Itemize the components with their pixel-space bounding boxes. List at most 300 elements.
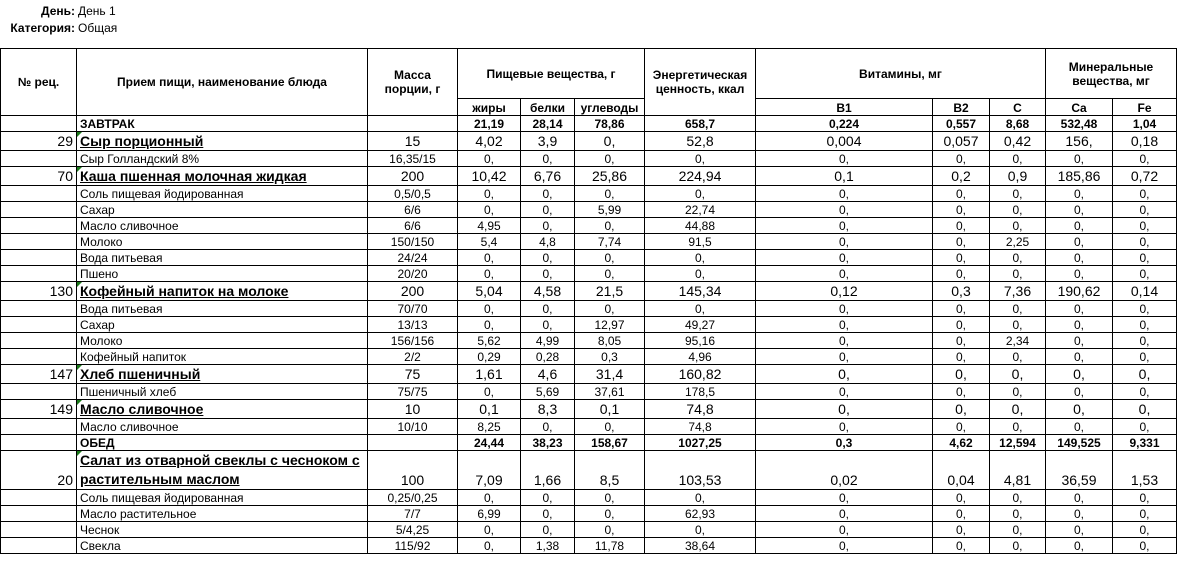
- cell-protein[interactable]: 0,: [521, 301, 575, 317]
- cell-b2[interactable]: 0,: [933, 266, 990, 282]
- cell-fe[interactable]: 0,: [1113, 151, 1177, 167]
- cell-b1[interactable]: 0,3: [756, 435, 933, 451]
- cell-energy[interactable]: 0,: [645, 250, 756, 266]
- cell-carbs[interactable]: 0,1: [575, 400, 645, 419]
- cell-b1[interactable]: 0,: [756, 234, 933, 250]
- cell-fat[interactable]: 5,04: [458, 282, 521, 301]
- cell-name[interactable]: Кофейный напиток: [77, 349, 368, 365]
- cell-c[interactable]: 0,: [990, 384, 1046, 400]
- cell-fe[interactable]: 9,331: [1113, 435, 1177, 451]
- cell-rec[interactable]: [1, 317, 77, 333]
- cell-mass[interactable]: 156/156: [368, 333, 458, 349]
- cell-ca[interactable]: 0,: [1046, 317, 1113, 333]
- cell-b1[interactable]: 0,: [756, 419, 933, 435]
- cell-carbs[interactable]: 0,: [575, 301, 645, 317]
- cell-fe[interactable]: 0,: [1113, 419, 1177, 435]
- cell-protein[interactable]: 1,38: [521, 538, 575, 554]
- cell-ca[interactable]: 185,86: [1046, 167, 1113, 186]
- cell-mass[interactable]: 6/6: [368, 218, 458, 234]
- cell-energy[interactable]: 0,: [645, 301, 756, 317]
- cell-rec[interactable]: [1, 116, 77, 132]
- cell-rec[interactable]: [1, 435, 77, 451]
- cell-c[interactable]: 4,81: [990, 451, 1046, 490]
- cell-fe[interactable]: 0,: [1113, 250, 1177, 266]
- cell-protein[interactable]: 0,: [521, 250, 575, 266]
- cell-carbs[interactable]: 25,86: [575, 167, 645, 186]
- cell-fe[interactable]: 0,18: [1113, 132, 1177, 151]
- cell-b2[interactable]: 0,: [933, 301, 990, 317]
- cell-mass[interactable]: 20/20: [368, 266, 458, 282]
- cell-carbs[interactable]: 21,5: [575, 282, 645, 301]
- cell-protein[interactable]: 0,: [521, 218, 575, 234]
- cell-protein[interactable]: 3,9: [521, 132, 575, 151]
- cell-energy[interactable]: 44,88: [645, 218, 756, 234]
- cell-b1[interactable]: 0,: [756, 522, 933, 538]
- cell-mass[interactable]: 70/70: [368, 301, 458, 317]
- col-protein-header[interactable]: белки: [521, 99, 575, 116]
- cell-c[interactable]: 0,: [990, 301, 1046, 317]
- cell-energy[interactable]: 0,: [645, 151, 756, 167]
- cell-energy[interactable]: 74,8: [645, 400, 756, 419]
- cell-mass[interactable]: 115/92: [368, 538, 458, 554]
- cell-name[interactable]: Чеснок: [77, 522, 368, 538]
- col-ca-header[interactable]: Ca: [1046, 99, 1113, 116]
- cell-fe[interactable]: 0,: [1113, 301, 1177, 317]
- cell-rec[interactable]: [1, 522, 77, 538]
- cell-b2[interactable]: 0,: [933, 317, 990, 333]
- cell-ca[interactable]: 0,: [1046, 218, 1113, 234]
- cell-b2[interactable]: 0,: [933, 522, 990, 538]
- cell-fat[interactable]: 0,: [458, 490, 521, 506]
- cell-name[interactable]: Сахар: [77, 202, 368, 218]
- cell-fe[interactable]: 0,: [1113, 522, 1177, 538]
- cell-b2[interactable]: 0,: [933, 538, 990, 554]
- cell-mass[interactable]: 200: [368, 167, 458, 186]
- cell-mass[interactable]: 100: [368, 451, 458, 490]
- cell-rec[interactable]: 147: [1, 365, 77, 384]
- cell-b1[interactable]: 0,02: [756, 451, 933, 490]
- cell-fat[interactable]: 5,62: [458, 333, 521, 349]
- cell-name[interactable]: ОБЕД: [77, 435, 368, 451]
- cell-ca[interactable]: 0,: [1046, 333, 1113, 349]
- cell-carbs[interactable]: 37,61: [575, 384, 645, 400]
- cell-b2[interactable]: 0,: [933, 151, 990, 167]
- cell-c[interactable]: 0,9: [990, 167, 1046, 186]
- cell-carbs[interactable]: 0,: [575, 132, 645, 151]
- cell-energy[interactable]: 0,: [645, 522, 756, 538]
- cell-energy[interactable]: 52,8: [645, 132, 756, 151]
- cell-protein[interactable]: 0,28: [521, 349, 575, 365]
- cell-b2[interactable]: 0,557: [933, 116, 990, 132]
- cell-mass[interactable]: 2/2: [368, 349, 458, 365]
- cell-energy[interactable]: 1027,25: [645, 435, 756, 451]
- cell-protein[interactable]: 5,69: [521, 384, 575, 400]
- cell-energy[interactable]: 62,93: [645, 506, 756, 522]
- cell-ca[interactable]: 0,: [1046, 538, 1113, 554]
- cell-rec[interactable]: [1, 538, 77, 554]
- cell-fat[interactable]: 0,: [458, 522, 521, 538]
- col-c-header[interactable]: C: [990, 99, 1046, 116]
- cell-carbs[interactable]: 0,: [575, 250, 645, 266]
- cell-carbs[interactable]: 8,05: [575, 333, 645, 349]
- cell-b1[interactable]: 0,: [756, 186, 933, 202]
- cell-name[interactable]: Молоко: [77, 234, 368, 250]
- cell-fat[interactable]: 0,29: [458, 349, 521, 365]
- cell-energy[interactable]: 95,16: [645, 333, 756, 349]
- cell-c[interactable]: 0,: [990, 490, 1046, 506]
- cell-fe[interactable]: 0,: [1113, 333, 1177, 349]
- cell-mass[interactable]: 6/6: [368, 202, 458, 218]
- cell-fat[interactable]: 10,42: [458, 167, 521, 186]
- cell-mass[interactable]: [368, 116, 458, 132]
- cell-mass[interactable]: 150/150: [368, 234, 458, 250]
- cell-carbs[interactable]: 0,3: [575, 349, 645, 365]
- cell-carbs[interactable]: 0,: [575, 419, 645, 435]
- cell-fe[interactable]: 0,: [1113, 349, 1177, 365]
- cell-protein[interactable]: 0,: [521, 317, 575, 333]
- cell-protein[interactable]: 4,6: [521, 365, 575, 384]
- cell-name[interactable]: Сахар: [77, 317, 368, 333]
- cell-energy[interactable]: 0,: [645, 186, 756, 202]
- col-nutrients-header[interactable]: Пищевые вещества, г: [458, 49, 645, 99]
- cell-rec[interactable]: [1, 384, 77, 400]
- cell-c[interactable]: 0,: [990, 266, 1046, 282]
- cell-rec[interactable]: [1, 186, 77, 202]
- cell-carbs[interactable]: 8,5: [575, 451, 645, 490]
- cell-carbs[interactable]: 78,86: [575, 116, 645, 132]
- cell-b1[interactable]: 0,: [756, 333, 933, 349]
- cell-fe[interactable]: 0,72: [1113, 167, 1177, 186]
- cell-c[interactable]: 0,: [990, 218, 1046, 234]
- cell-name[interactable]: Салат из отварной свеклы с чесноком с растительным маслом: [77, 451, 368, 490]
- cell-b2[interactable]: 0,057: [933, 132, 990, 151]
- cell-name[interactable]: Пшено: [77, 266, 368, 282]
- cell-carbs[interactable]: 0,: [575, 522, 645, 538]
- cell-ca[interactable]: 0,: [1046, 202, 1113, 218]
- cell-ca[interactable]: 0,: [1046, 506, 1113, 522]
- cell-c[interactable]: 0,: [990, 506, 1046, 522]
- cell-ca[interactable]: 156,: [1046, 132, 1113, 151]
- cell-mass[interactable]: 7/7: [368, 506, 458, 522]
- cell-mass[interactable]: 0,5/0,5: [368, 186, 458, 202]
- cell-name[interactable]: Каша пшенная молочная жидкая: [77, 167, 368, 186]
- cell-mass[interactable]: 10/10: [368, 419, 458, 435]
- cell-ca[interactable]: 0,: [1046, 400, 1113, 419]
- cell-ca[interactable]: 0,: [1046, 151, 1113, 167]
- cell-b2[interactable]: 0,: [933, 490, 990, 506]
- col-minerals-header[interactable]: Минеральные вещества, мг: [1046, 49, 1177, 99]
- cell-carbs[interactable]: 0,: [575, 186, 645, 202]
- cell-fe[interactable]: 0,: [1113, 384, 1177, 400]
- cell-energy[interactable]: 22,74: [645, 202, 756, 218]
- cell-b2[interactable]: 0,: [933, 400, 990, 419]
- cell-name[interactable]: Пшеничный хлеб: [77, 384, 368, 400]
- cell-protein[interactable]: 38,23: [521, 435, 575, 451]
- cell-carbs[interactable]: 7,74: [575, 234, 645, 250]
- cell-energy[interactable]: 103,53: [645, 451, 756, 490]
- cell-carbs[interactable]: 158,67: [575, 435, 645, 451]
- cell-energy[interactable]: 0,: [645, 266, 756, 282]
- cell-mass[interactable]: 75: [368, 365, 458, 384]
- col-fat-header[interactable]: жиры: [458, 99, 521, 116]
- col-vitamins-header[interactable]: Витамины, мг: [756, 49, 1046, 99]
- cell-name[interactable]: Хлеб пшеничный: [77, 365, 368, 384]
- cell-rec[interactable]: [1, 202, 77, 218]
- cell-fat[interactable]: 0,: [458, 186, 521, 202]
- cell-name[interactable]: Вода питьевая: [77, 301, 368, 317]
- col-b2-header[interactable]: B2: [933, 99, 990, 116]
- cell-b1[interactable]: 0,1: [756, 167, 933, 186]
- col-energy-header[interactable]: Энергетическая ценность, ккал: [645, 49, 756, 116]
- cell-energy[interactable]: 74,8: [645, 419, 756, 435]
- cell-c[interactable]: 12,594: [990, 435, 1046, 451]
- cell-carbs[interactable]: 11,78: [575, 538, 645, 554]
- cell-b2[interactable]: 0,: [933, 365, 990, 384]
- cell-b2[interactable]: 0,: [933, 186, 990, 202]
- cell-carbs[interactable]: 0,: [575, 151, 645, 167]
- cell-rec[interactable]: [1, 419, 77, 435]
- cell-ca[interactable]: 0,: [1046, 419, 1113, 435]
- cell-rec[interactable]: 20: [1, 451, 77, 490]
- cell-energy[interactable]: 49,27: [645, 317, 756, 333]
- cell-name[interactable]: Соль пищевая йодированная: [77, 490, 368, 506]
- cell-b2[interactable]: 0,2: [933, 167, 990, 186]
- cell-carbs[interactable]: 5,99: [575, 202, 645, 218]
- cell-ca[interactable]: 532,48: [1046, 116, 1113, 132]
- cell-fe[interactable]: 0,: [1113, 266, 1177, 282]
- cell-fe[interactable]: 1,04: [1113, 116, 1177, 132]
- cell-c[interactable]: 0,: [990, 250, 1046, 266]
- cell-mass[interactable]: 15: [368, 132, 458, 151]
- cell-c[interactable]: 2,25: [990, 234, 1046, 250]
- day-value[interactable]: День 1: [78, 4, 116, 18]
- cell-b1[interactable]: 0,: [756, 250, 933, 266]
- cell-mass[interactable]: 16,35/15: [368, 151, 458, 167]
- cell-protein[interactable]: 28,14: [521, 116, 575, 132]
- cell-fat[interactable]: 0,: [458, 202, 521, 218]
- cell-protein[interactable]: 4,58: [521, 282, 575, 301]
- cell-protein[interactable]: 4,99: [521, 333, 575, 349]
- cell-carbs[interactable]: 0,: [575, 506, 645, 522]
- cell-mass[interactable]: 75/75: [368, 384, 458, 400]
- cell-protein[interactable]: 0,: [521, 490, 575, 506]
- cell-c[interactable]: 0,: [990, 538, 1046, 554]
- cell-rec[interactable]: 70: [1, 167, 77, 186]
- cell-protein[interactable]: 4,8: [521, 234, 575, 250]
- cell-rec[interactable]: 130: [1, 282, 77, 301]
- cell-rec[interactable]: [1, 506, 77, 522]
- cell-b1[interactable]: 0,12: [756, 282, 933, 301]
- cell-b1[interactable]: 0,: [756, 349, 933, 365]
- cell-protein[interactable]: 0,: [521, 202, 575, 218]
- cell-fe[interactable]: 0,: [1113, 186, 1177, 202]
- col-carbs-header[interactable]: углеводы: [575, 99, 645, 116]
- cell-ca[interactable]: 0,: [1046, 234, 1113, 250]
- cell-c[interactable]: 7,36: [990, 282, 1046, 301]
- cell-fat[interactable]: 0,1: [458, 400, 521, 419]
- cell-fat[interactable]: 0,: [458, 317, 521, 333]
- cell-protein[interactable]: 6,76: [521, 167, 575, 186]
- cell-energy[interactable]: 658,7: [645, 116, 756, 132]
- cell-fat[interactable]: 1,61: [458, 365, 521, 384]
- cell-ca[interactable]: 190,62: [1046, 282, 1113, 301]
- cell-rec[interactable]: [1, 301, 77, 317]
- cell-ca[interactable]: 0,: [1046, 186, 1113, 202]
- cell-fe[interactable]: 0,: [1113, 506, 1177, 522]
- cell-rec[interactable]: [1, 151, 77, 167]
- cell-name[interactable]: Сыр Голландский 8%: [77, 151, 368, 167]
- cell-name[interactable]: Масло сливочное: [77, 400, 368, 419]
- cell-b1[interactable]: 0,: [756, 301, 933, 317]
- cell-fat[interactable]: 0,: [458, 266, 521, 282]
- cell-name[interactable]: Вода питьевая: [77, 250, 368, 266]
- cell-fat[interactable]: 21,19: [458, 116, 521, 132]
- cell-energy[interactable]: 91,5: [645, 234, 756, 250]
- cell-b2[interactable]: 0,3: [933, 282, 990, 301]
- cell-b1[interactable]: 0,: [756, 490, 933, 506]
- cell-energy[interactable]: 0,: [645, 490, 756, 506]
- cell-ca[interactable]: 0,: [1046, 522, 1113, 538]
- cell-carbs[interactable]: 31,4: [575, 365, 645, 384]
- cell-mass[interactable]: 0,25/0,25: [368, 490, 458, 506]
- cell-energy[interactable]: 38,64: [645, 538, 756, 554]
- cell-fe[interactable]: 0,: [1113, 490, 1177, 506]
- cell-mass[interactable]: 10: [368, 400, 458, 419]
- cell-c[interactable]: 2,34: [990, 333, 1046, 349]
- cell-fe[interactable]: 0,: [1113, 365, 1177, 384]
- cell-b2[interactable]: 0,: [933, 384, 990, 400]
- cell-c[interactable]: 0,: [990, 349, 1046, 365]
- cell-b2[interactable]: 0,: [933, 234, 990, 250]
- cell-b2[interactable]: 0,: [933, 202, 990, 218]
- cell-protein[interactable]: 0,: [521, 186, 575, 202]
- cell-rec[interactable]: 29: [1, 132, 77, 151]
- cell-b2[interactable]: 0,: [933, 218, 990, 234]
- cell-ca[interactable]: 0,: [1046, 301, 1113, 317]
- cell-rec[interactable]: [1, 490, 77, 506]
- cell-fat[interactable]: 8,25: [458, 419, 521, 435]
- cell-name[interactable]: Кофейный напиток на молоке: [77, 282, 368, 301]
- cell-name[interactable]: Сыр порционный: [77, 132, 368, 151]
- cell-fe[interactable]: 0,14: [1113, 282, 1177, 301]
- cell-fe[interactable]: 0,: [1113, 234, 1177, 250]
- cell-b2[interactable]: 0,: [933, 349, 990, 365]
- cell-fat[interactable]: 0,: [458, 384, 521, 400]
- col-mass-header[interactable]: Масса порции, г: [368, 49, 458, 116]
- cell-c[interactable]: 0,: [990, 400, 1046, 419]
- cell-energy[interactable]: 145,34: [645, 282, 756, 301]
- cell-c[interactable]: 0,: [990, 522, 1046, 538]
- cell-carbs[interactable]: 0,: [575, 266, 645, 282]
- cell-b2[interactable]: 0,: [933, 250, 990, 266]
- cell-b1[interactable]: 0,: [756, 317, 933, 333]
- cell-rec[interactable]: [1, 234, 77, 250]
- cell-b1[interactable]: 0,: [756, 151, 933, 167]
- cell-fe[interactable]: 0,: [1113, 202, 1177, 218]
- cell-fat[interactable]: 0,: [458, 151, 521, 167]
- cell-b2[interactable]: 0,04: [933, 451, 990, 490]
- col-name-header[interactable]: Прием пищи, наименование блюда: [77, 49, 368, 116]
- cell-b1[interactable]: 0,: [756, 202, 933, 218]
- cell-protein[interactable]: 0,: [521, 522, 575, 538]
- cell-b1[interactable]: 0,: [756, 506, 933, 522]
- cell-c[interactable]: 0,: [990, 419, 1046, 435]
- cell-energy[interactable]: 178,5: [645, 384, 756, 400]
- cell-c[interactable]: 8,68: [990, 116, 1046, 132]
- cell-mass[interactable]: [368, 435, 458, 451]
- cell-rec[interactable]: [1, 349, 77, 365]
- cell-c[interactable]: 0,42: [990, 132, 1046, 151]
- cell-fe[interactable]: 1,53: [1113, 451, 1177, 490]
- cell-energy[interactable]: 224,94: [645, 167, 756, 186]
- cell-fat[interactable]: 24,44: [458, 435, 521, 451]
- cell-c[interactable]: 0,: [990, 317, 1046, 333]
- cell-mass[interactable]: 24/24: [368, 250, 458, 266]
- cell-fat[interactable]: 6,99: [458, 506, 521, 522]
- cell-name[interactable]: Масло сливочное: [77, 218, 368, 234]
- cell-rec[interactable]: [1, 266, 77, 282]
- cell-name[interactable]: Свекла: [77, 538, 368, 554]
- cell-b1[interactable]: 0,224: [756, 116, 933, 132]
- cell-carbs[interactable]: 0,: [575, 218, 645, 234]
- category-value[interactable]: Общая: [78, 21, 118, 35]
- cell-fat[interactable]: 0,: [458, 250, 521, 266]
- cell-b2[interactable]: 0,: [933, 419, 990, 435]
- cell-ca[interactable]: 0,: [1046, 266, 1113, 282]
- cell-mass[interactable]: 13/13: [368, 317, 458, 333]
- cell-ca[interactable]: 0,: [1046, 349, 1113, 365]
- cell-fe[interactable]: 0,: [1113, 538, 1177, 554]
- cell-protein[interactable]: 0,: [521, 266, 575, 282]
- cell-b1[interactable]: 0,: [756, 400, 933, 419]
- cell-c[interactable]: 0,: [990, 151, 1046, 167]
- cell-rec[interactable]: [1, 250, 77, 266]
- cell-b1[interactable]: 0,: [756, 266, 933, 282]
- cell-fat[interactable]: 0,: [458, 538, 521, 554]
- cell-energy[interactable]: 4,96: [645, 349, 756, 365]
- cell-b1[interactable]: 0,: [756, 218, 933, 234]
- cell-ca[interactable]: 0,: [1046, 365, 1113, 384]
- cell-b1[interactable]: 0,004: [756, 132, 933, 151]
- cell-b1[interactable]: 0,: [756, 384, 933, 400]
- cell-fat[interactable]: 0,: [458, 301, 521, 317]
- cell-c[interactable]: 0,: [990, 186, 1046, 202]
- cell-fe[interactable]: 0,: [1113, 317, 1177, 333]
- cell-name[interactable]: Соль пищевая йодированная: [77, 186, 368, 202]
- cell-ca[interactable]: 0,: [1046, 250, 1113, 266]
- cell-name[interactable]: Молоко: [77, 333, 368, 349]
- cell-name[interactable]: Масло растительное: [77, 506, 368, 522]
- cell-rec[interactable]: [1, 333, 77, 349]
- cell-ca[interactable]: 149,525: [1046, 435, 1113, 451]
- cell-b2[interactable]: 4,62: [933, 435, 990, 451]
- cell-fat[interactable]: 7,09: [458, 451, 521, 490]
- cell-fe[interactable]: 0,: [1113, 400, 1177, 419]
- col-fe-header[interactable]: Fe: [1113, 99, 1177, 116]
- cell-b1[interactable]: 0,: [756, 538, 933, 554]
- cell-ca[interactable]: 0,: [1046, 490, 1113, 506]
- cell-carbs[interactable]: 0,: [575, 490, 645, 506]
- cell-fat[interactable]: 4,02: [458, 132, 521, 151]
- cell-b1[interactable]: 0,: [756, 365, 933, 384]
- cell-name[interactable]: Масло сливочное: [77, 419, 368, 435]
- col-rec-header[interactable]: № рец.: [1, 49, 77, 116]
- cell-fat[interactable]: 5,4: [458, 234, 521, 250]
- cell-ca[interactable]: 36,59: [1046, 451, 1113, 490]
- cell-fat[interactable]: 4,95: [458, 218, 521, 234]
- cell-protein[interactable]: 0,: [521, 506, 575, 522]
- cell-rec[interactable]: [1, 218, 77, 234]
